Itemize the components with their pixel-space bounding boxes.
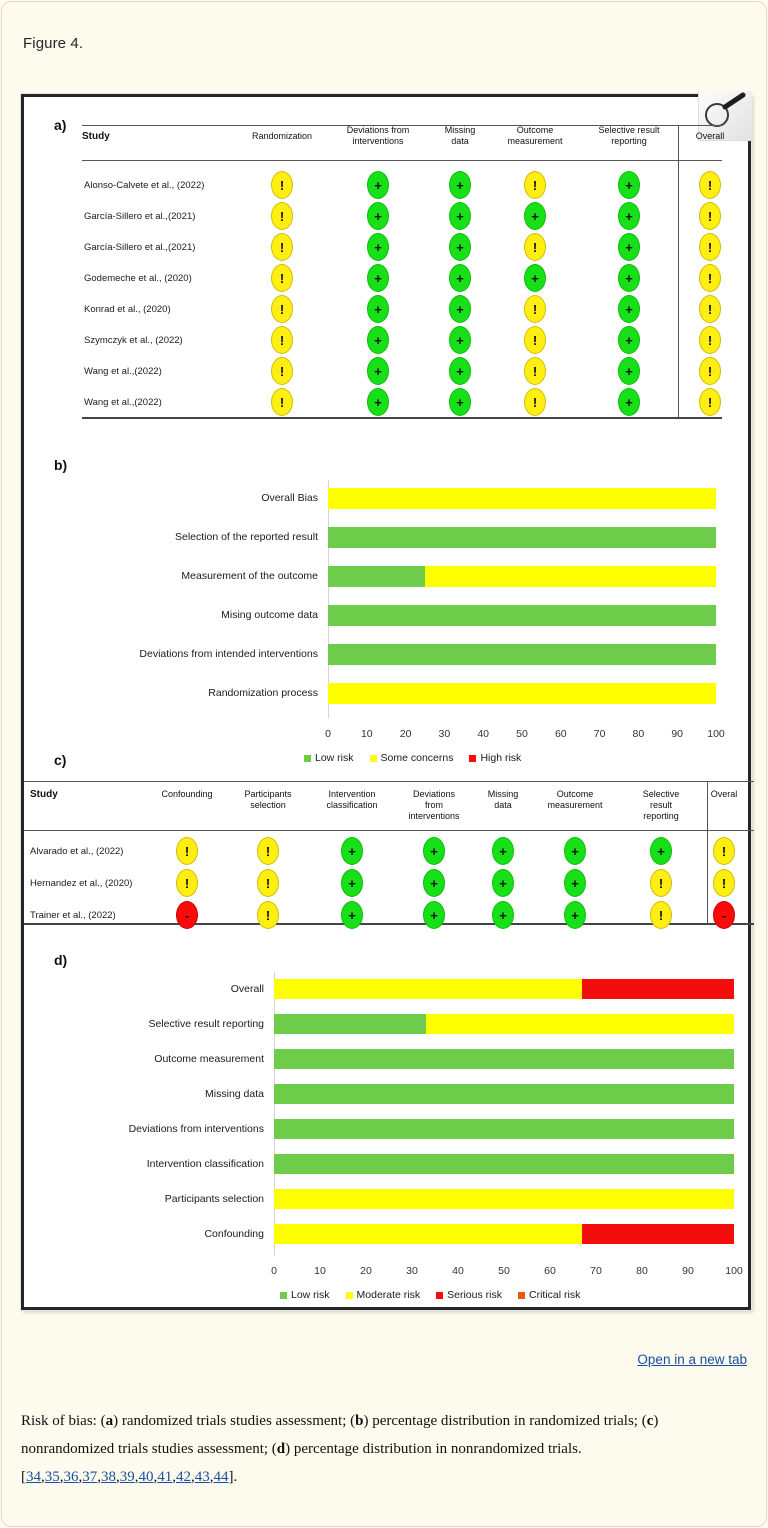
bar-segment-moderate-risk	[274, 1224, 582, 1244]
bar-track	[274, 1119, 734, 1139]
figure-card	[1, 1, 767, 1527]
bar-segment-serious-risk	[582, 979, 734, 999]
bar-track	[274, 1014, 734, 1034]
panel-c-header-rule	[24, 830, 754, 831]
panel-c-judgement-some: !	[176, 837, 198, 865]
panel-c-judgement-low: +	[341, 901, 363, 929]
caption-reference-link[interactable]: 40	[138, 1469, 154, 1485]
x-axis-tick: 80	[632, 728, 645, 740]
panel-a-judgement-some: !	[699, 295, 721, 323]
panel-a-judgement-low: +	[618, 264, 640, 292]
panel-a-judgement-some: !	[524, 357, 546, 385]
panel-a-judgement-low: +	[367, 295, 389, 323]
bar-segment-serious-risk	[582, 1224, 734, 1244]
caption-reference-link[interactable]: 34	[26, 1469, 41, 1485]
panel-c-study-label: Hernandez et al., (2020)	[30, 878, 133, 889]
x-axis-tick: 40	[477, 728, 490, 740]
panel-c-judgement-some: !	[257, 869, 279, 897]
panel-a-judgement-some: !	[699, 326, 721, 354]
x-axis-tick: 40	[452, 1265, 464, 1277]
bar-segment-low-risk	[328, 566, 425, 587]
panel-a-judgement-some: !	[699, 264, 721, 292]
legend-swatch	[370, 755, 377, 762]
panel-a-overall-divider	[678, 125, 679, 417]
x-axis-tick: 50	[516, 728, 528, 740]
panel-a-study-label: Szymczyk et al., (2022)	[84, 335, 183, 346]
bar-track	[328, 683, 716, 704]
x-axis-tick: 100	[725, 1265, 743, 1277]
legend-label: Critical risk	[528, 1289, 581, 1301]
panel-c-judgement-some: !	[713, 869, 735, 897]
panel-a-judgement-low: +	[449, 202, 471, 230]
panel-a-judgement-low: +	[449, 171, 471, 199]
panel-a-judgement-some: !	[271, 326, 293, 354]
bar-track	[274, 1154, 734, 1174]
panel-a-judgement-low: +	[449, 295, 471, 323]
x-axis-tick: 70	[590, 1265, 602, 1277]
legend-swatch	[518, 1292, 525, 1299]
panel-c-judgement-low: +	[423, 869, 445, 897]
panel-a-letter: a)	[54, 117, 67, 133]
panel-a-judgement-some: !	[271, 171, 293, 199]
bar-track	[274, 979, 734, 999]
panel-a-judgement-low: +	[618, 388, 640, 416]
bar-category-label: Overall Bias	[261, 492, 318, 504]
panel-b-chart	[24, 472, 754, 764]
panel-a-judgement-some: !	[699, 202, 721, 230]
panel-a-judgement-some: !	[699, 357, 721, 385]
bar-category-label: Confounding	[204, 1227, 264, 1240]
caption-reference-link[interactable]: 38	[101, 1469, 116, 1485]
panel-a-judgement-low: +	[367, 357, 389, 385]
legend-item	[436, 1289, 502, 1301]
panel-a-judgement-some: !	[271, 264, 293, 292]
panel-a-study-label: Alonso-Calvete et al., (2022)	[84, 180, 205, 191]
bar-segment-low-risk	[274, 1154, 734, 1174]
panel-c-column-header: Intervention classification	[326, 789, 378, 810]
figure-caption: Risk of bias: (a) randomized trials studies assessment; (b) percentage distribution in randomized trials; (c) nonrandomized trials studies assessment; (d) percentage distribution in nonrandomized trials. [34,35,36,37,38,39,40,41,42,43,44].	[21, 1413, 659, 1485]
panel-c-study-label: Alvarado et al., (2022)	[30, 846, 124, 857]
bar-segment-moderate-risk	[274, 979, 582, 999]
panel-c-column-header: Confounding	[161, 789, 213, 799]
chart-legend	[280, 1289, 580, 1301]
panel-d-chart	[24, 967, 754, 1307]
bar-segment-some-concerns	[328, 683, 716, 704]
bar-category-label: Selective result reporting	[148, 1017, 264, 1030]
x-axis-tick: 90	[671, 728, 684, 740]
panel-a-judgement-low: +	[449, 264, 471, 292]
x-axis-tick: 10	[360, 728, 373, 740]
panel-c-column-header: Participants selection	[244, 789, 292, 810]
panel-a-column-header: Deviations from interventions	[346, 125, 410, 146]
caption-reference-link[interactable]: 42	[176, 1469, 191, 1485]
panel-c-top-rule	[24, 781, 754, 782]
panel-a-judgement-low: +	[618, 295, 640, 323]
legend-item	[370, 752, 454, 764]
x-axis-tick: 70	[593, 728, 606, 740]
legend-label: Low risk	[315, 752, 354, 764]
caption-reference-link[interactable]: 39	[119, 1469, 135, 1485]
bar-category-label: Missing data	[205, 1087, 264, 1100]
panel-d-letter: d)	[54, 952, 68, 968]
panel-a-judgement-low: +	[367, 264, 389, 292]
panel-a-judgement-low: +	[618, 171, 640, 199]
panel-a-judgement-low: +	[367, 171, 389, 199]
panel-a-study-label: Konrad et al., (2020)	[84, 304, 171, 315]
panel-a-judgement-low: +	[524, 264, 546, 292]
bar-category-label: Deviations from intended interventions	[139, 648, 318, 660]
panel-a-judgement-some: !	[271, 202, 293, 230]
panel-a-judgement-low: +	[367, 388, 389, 416]
bar-category-label: Deviations from interventions	[128, 1122, 264, 1135]
panel-c-table	[24, 767, 754, 927]
legend-label: High risk	[480, 752, 522, 764]
panel-a-judgement-low: +	[618, 233, 640, 261]
panel-a-judgement-low: +	[449, 233, 471, 261]
panel-c-judgement-low: +	[423, 837, 445, 865]
bar-segment-low-risk	[328, 527, 716, 548]
bar-segment-low-risk	[274, 1014, 426, 1034]
panel-a-column-header: Study	[82, 131, 110, 142]
bar-segment-low-risk	[274, 1119, 734, 1139]
panel-a-bottom-rule	[82, 417, 722, 419]
panel-c-judgement-some: !	[257, 837, 279, 865]
x-axis-tick: 90	[682, 1265, 694, 1277]
panel-a-column-header: Missing data	[444, 125, 476, 146]
legend-item	[280, 1289, 330, 1301]
legend-swatch	[304, 755, 311, 762]
panel-a-column-header: Outcome measurement	[507, 125, 563, 146]
bar-track	[328, 605, 716, 626]
panel-c-judgement-low: +	[492, 901, 514, 929]
bar-segment-low-risk	[328, 605, 716, 626]
panel-a-column-header: Randomization	[251, 131, 313, 141]
panel-a-study-label: Wang et al.,(2022)	[84, 397, 162, 408]
panel-a-judgement-low: +	[618, 326, 640, 354]
bar-track	[274, 1224, 734, 1244]
bar-segment-low-risk	[274, 1049, 734, 1069]
x-axis-tick: 80	[636, 1265, 648, 1277]
x-axis-tick: 100	[707, 728, 725, 740]
panel-a-judgement-some: !	[524, 295, 546, 323]
panel-a-study-label: García-Sillero et al.,(2021)	[84, 242, 196, 253]
panel-a-study-label: Wang et al.,(2022)	[84, 366, 162, 377]
x-axis-tick: 60	[544, 1265, 556, 1277]
panel-a-judgement-some: !	[524, 326, 546, 354]
panel-a-judgement-some: !	[271, 388, 293, 416]
panel-c-judgement-high: -	[176, 901, 198, 929]
panel-a-judgement-low: +	[449, 388, 471, 416]
legend-label: Low risk	[291, 1289, 330, 1301]
bar-track	[328, 527, 716, 548]
panel-c-judgement-low: +	[341, 837, 363, 865]
panel-c-column-header: Missing data	[487, 789, 519, 810]
x-axis-tick: 0	[271, 1265, 277, 1277]
panel-c-judgement-some: !	[713, 837, 735, 865]
panel-a-judgement-some: !	[524, 388, 546, 416]
panel-c-study-label: Trainer et al., (2022)	[30, 910, 116, 921]
panel-a-judgement-low: +	[367, 326, 389, 354]
caption-reference-link[interactable]: 37	[82, 1469, 98, 1485]
bar-category-label: Randomization process	[208, 687, 318, 699]
panel-c-judgement-low: +	[564, 901, 586, 929]
panel-a-judgement-low: +	[618, 357, 640, 385]
bar-segment-some-concerns	[328, 488, 716, 509]
panel-a-judgement-some: !	[699, 171, 721, 199]
bar-track	[328, 644, 716, 665]
panel-c-judgement-low: +	[341, 869, 363, 897]
panel-a-judgement-some: !	[271, 233, 293, 261]
panel-a-judgement-low: +	[618, 202, 640, 230]
panel-c-judgement-some: !	[650, 901, 672, 929]
bar-category-label: Outcome measurement	[154, 1052, 264, 1065]
caption-reference-link[interactable]: 44	[213, 1469, 229, 1485]
bar-segment-moderate-risk	[426, 1014, 734, 1034]
caption-reference-link[interactable]: 36	[63, 1469, 79, 1485]
legend-swatch	[346, 1292, 353, 1299]
panel-a-judgement-low: +	[449, 326, 471, 354]
legend-swatch	[280, 1292, 287, 1299]
panel-c-judgement-low: +	[492, 837, 514, 865]
bar-segment-low-risk	[274, 1084, 734, 1104]
panel-c-column-header: Overal	[710, 789, 738, 799]
legend-item	[346, 1289, 421, 1301]
panel-a-judgement-some: !	[699, 233, 721, 261]
x-axis-tick: 0	[325, 728, 331, 740]
panel-a-judgement-some: !	[271, 295, 293, 323]
x-axis-tick: 30	[438, 728, 451, 740]
bar-track	[274, 1049, 734, 1069]
bar-track	[274, 1189, 734, 1209]
panel-c-column-header: Deviations from interventions	[408, 789, 460, 821]
panel-a-judgement-some: !	[524, 171, 546, 199]
caption-panel-tag: d	[276, 1441, 286, 1457]
panel-a-judgement-low: +	[449, 357, 471, 385]
panel-a-column-header: Overall	[695, 131, 725, 141]
figure-label: Figure 4.	[23, 35, 84, 52]
figure-image[interactable]	[21, 94, 751, 1310]
panel-a-judgement-some: !	[524, 233, 546, 261]
chart-legend	[304, 752, 521, 764]
x-axis-tick: 30	[406, 1265, 418, 1277]
bar-track	[328, 488, 716, 509]
panel-a-judgement-some: !	[271, 357, 293, 385]
panel-a-judgement-some: !	[699, 388, 721, 416]
legend-item	[469, 752, 521, 764]
legend-label: Moderate risk	[356, 1289, 421, 1301]
panel-a-judgement-low: +	[524, 202, 546, 230]
legend-swatch	[469, 755, 476, 762]
panel-a-column-header: Selective result reporting	[598, 125, 660, 146]
legend-swatch	[436, 1292, 443, 1299]
panel-a-study-label: García-Sillero et al.,(2021)	[84, 211, 196, 222]
x-axis-tick: 60	[554, 728, 567, 740]
caption-panel-tag: a	[105, 1413, 114, 1429]
panel-a-header-rule	[82, 160, 722, 161]
panel-b-letter: b)	[54, 457, 68, 473]
x-axis-tick: 20	[360, 1265, 372, 1277]
panel-a-judgement-low: +	[367, 202, 389, 230]
bar-segment-some-concerns	[425, 566, 716, 587]
panel-c-column-header: Outcome measurement	[547, 789, 603, 810]
bar-segment-moderate-risk	[274, 1189, 734, 1209]
panel-c-judgement-some: !	[650, 869, 672, 897]
legend-label: Serious risk	[447, 1289, 502, 1301]
bar-category-label: Selection of the reported result	[174, 531, 318, 543]
legend-item	[304, 752, 354, 764]
bar-track	[328, 566, 716, 587]
x-axis-tick: 10	[314, 1265, 326, 1277]
legend-label: Some concerns	[380, 752, 454, 764]
panel-c-judgement-some: !	[176, 869, 198, 897]
x-axis-tick: 20	[399, 728, 412, 740]
panel-c-judgement-low: +	[564, 869, 586, 897]
panel-c-bottom-rule	[24, 923, 754, 925]
legend-item	[518, 1289, 580, 1301]
panel-c-judgement-low: +	[564, 837, 586, 865]
panel-c-judgement-some: !	[257, 901, 279, 929]
caption-reference-link[interactable]: 43	[194, 1469, 210, 1485]
panel-c-column-header: Selective result reporting	[642, 789, 680, 821]
bar-category-label: Overall	[230, 982, 264, 995]
caption-reference-link[interactable]: 41	[157, 1469, 173, 1485]
bar-category-label: Intervention classification	[146, 1157, 264, 1170]
panel-c-column-header: Study	[30, 789, 58, 800]
caption-panel-tag: c	[646, 1413, 654, 1429]
panel-c-judgement-high: -	[713, 901, 735, 929]
panel-a-study-label: Godemeche et al., (2020)	[84, 273, 192, 284]
panel-c-judgement-low: +	[492, 869, 514, 897]
panel-c-judgement-low: +	[423, 901, 445, 929]
x-axis-tick: 50	[498, 1265, 510, 1277]
bar-track	[274, 1084, 734, 1104]
panel-c-judgement-low: +	[650, 837, 672, 865]
caption-reference-link[interactable]: 35	[44, 1469, 60, 1485]
panel-a-table	[24, 97, 754, 427]
bar-category-label: Participants selection	[164, 1192, 264, 1205]
bar-category-label: Mising outcome data	[221, 609, 318, 621]
caption-panel-tag: b	[355, 1413, 364, 1429]
open-in-new-tab-link[interactable]: Open in a new tab	[637, 1352, 747, 1367]
panel-a-judgement-low: +	[367, 233, 389, 261]
bar-segment-low-risk	[328, 644, 716, 665]
bar-category-label: Measurement of the outcome	[181, 570, 318, 582]
panel-c-letter: c)	[54, 752, 67, 768]
